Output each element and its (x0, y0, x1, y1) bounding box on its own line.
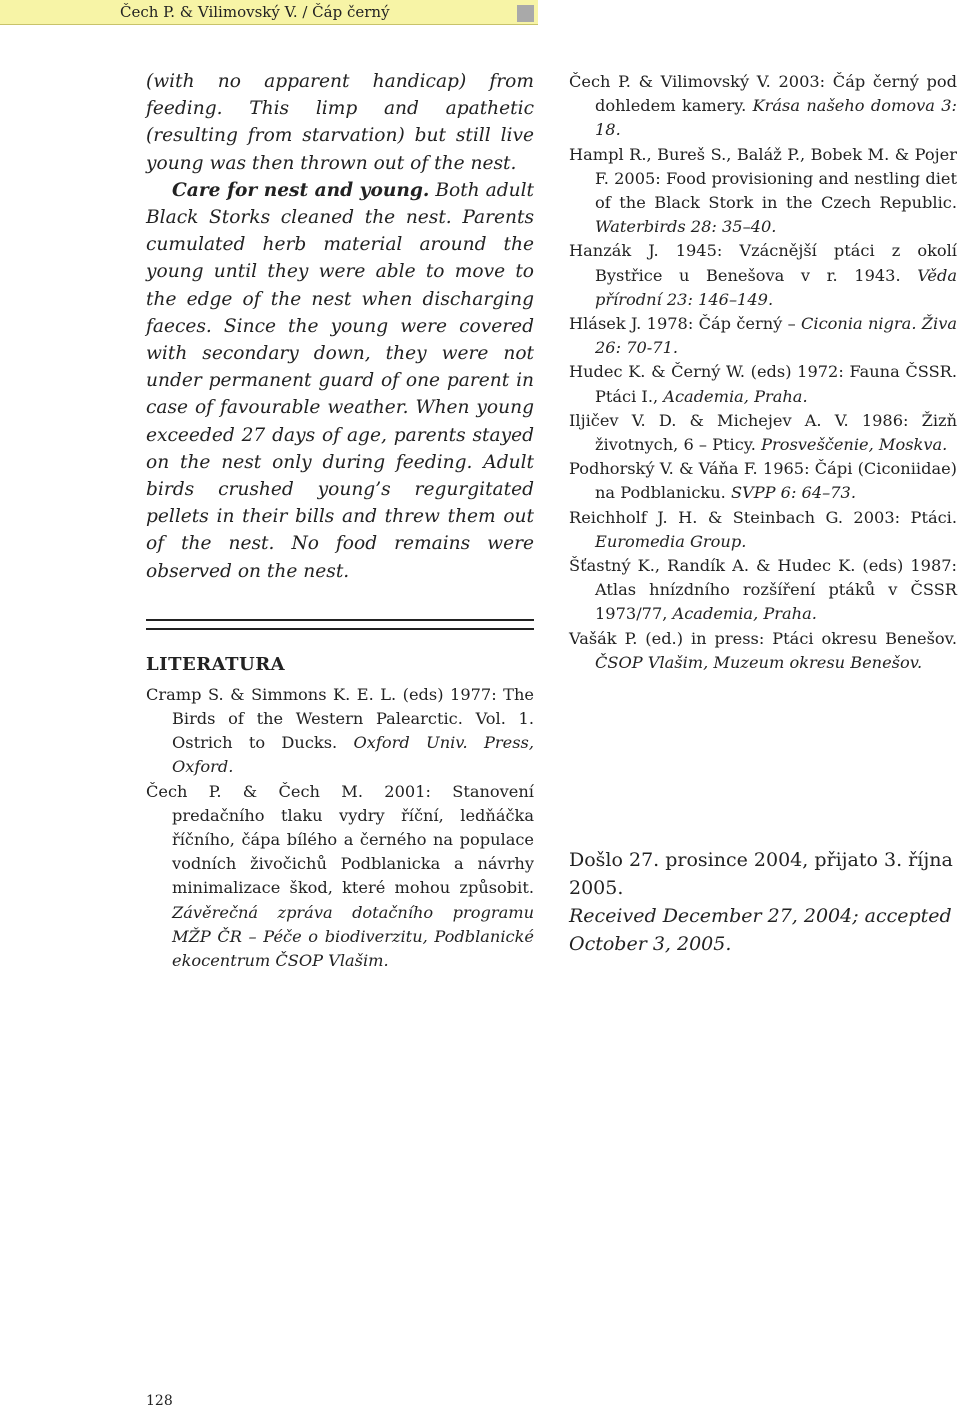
section-divider (146, 619, 534, 630)
reference-item: Cramp S. & Simmons K. E. L. (eds) 1977: The Birds of the Western Palearctic. Vol. 1. Ostrich to Ducks. Oxford Univ. Press, Oxford. (146, 684, 534, 777)
section-text: Both adult Black Storks cleaned the nest. Parents cumulated herb material around the young until they were able to move to the edge of the nest when discharging faeces. Since the young were covered with secondary down, they were not under permanent guard of one parent in case of favourable weather. When young exceeded 27 days of age, parents stayed on the nest only during feeding. Adult birds crushed young’s regurgitated pellets in their bills and threw them out of the nest. No food remains were observed on the nest. (146, 179, 534, 582)
reference-item: Šťastný K., Randík A. & Hudec K. (eds) 1987: Atlas hnízdního rozšíření ptáků v ČSSR 1973/77, Academia, Praha. (569, 556, 957, 624)
received-date-czech: Došlo 27. prosince 2004, přijato 3. října 2005. (569, 849, 953, 899)
reference-item: Čech P. & Čech M. 2001: Stanovení predačního tlaku vydry říční, ledňáčka říčního, čápa bílého a černého na populace vodních živočichů Podblanicka a návrhy minimalizace škod, které mohou způsobit. Závěrečná zpráva dotačního programu MŽP ČR – Péče o biodiverzitu, Podblanické ekocentrum ČSOP Vlašim. (146, 781, 534, 971)
received-date-english: Received December 27, 2004; accepted October 3, 2005. (569, 905, 952, 955)
reference-item: Čech P. & Vilimovský V. 2003: Čáp černý pod dohledem kamery. Krása našeho domova 3: 18. (569, 72, 957, 140)
reference-item: Vašák P. (ed.) in press: Ptáci okresu Benešov. ČSOP Vlašim, Muzeum okresu Benešov. (569, 628, 957, 672)
corner-marker (517, 5, 534, 22)
running-title: Čech P. & Vilimovský V. / Čáp černý (120, 3, 390, 21)
literature-heading: LITERATURA (146, 653, 286, 675)
right-column (569, 70, 957, 675)
reference-item: Podhorský V. & Váňa F. 1965: Čápi (Ciconiidae) na Podblanicku. SVPP 6: 64–73. (569, 459, 957, 503)
page-number: 128 (146, 1393, 173, 1409)
reference-item: Hampl R., Bureš S., Baláž P., Bobek M. & Pojer F. 2005: Food provisioning and nestling diet of the Black Stork in the Czech Republic. Waterbirds 28: 35–40. (569, 144, 957, 237)
reference-item: Hlásek J. 1978: Čáp černý – Ciconia nigra. Živa 26: 70-71. (569, 314, 957, 358)
reference-item: Hanzák J. 1945: Vzácnější ptáci z okolí Bystřice u Benešova v r. 1943. Věda přírodní 23: 146–149. (569, 241, 957, 309)
left-column (146, 68, 534, 973)
running-head (0, 0, 538, 25)
body-paragraph-1: (with no apparent handicap) from feeding. This limp and apathetic (resulting from starvation) but still live young was then thrown out of the nest. (146, 71, 534, 174)
reference-item: Iljičev V. D. & Michejev A. V. 1986: Žizň životnych, 6 – Pticy. Prosveščenie, Moskva. (569, 410, 957, 455)
body-paragraph-2 (146, 177, 534, 585)
section-lead: Care for nest and young. (172, 179, 430, 201)
reference-item: Reichholf J. H. & Steinbach G. 2003: Ptáci. Euromedia Group. (569, 507, 957, 551)
reference-item: Hudec K. & Černý W. (eds) 1972: Fauna ČSSR. Ptáci I., Academia, Praha. (569, 362, 957, 406)
